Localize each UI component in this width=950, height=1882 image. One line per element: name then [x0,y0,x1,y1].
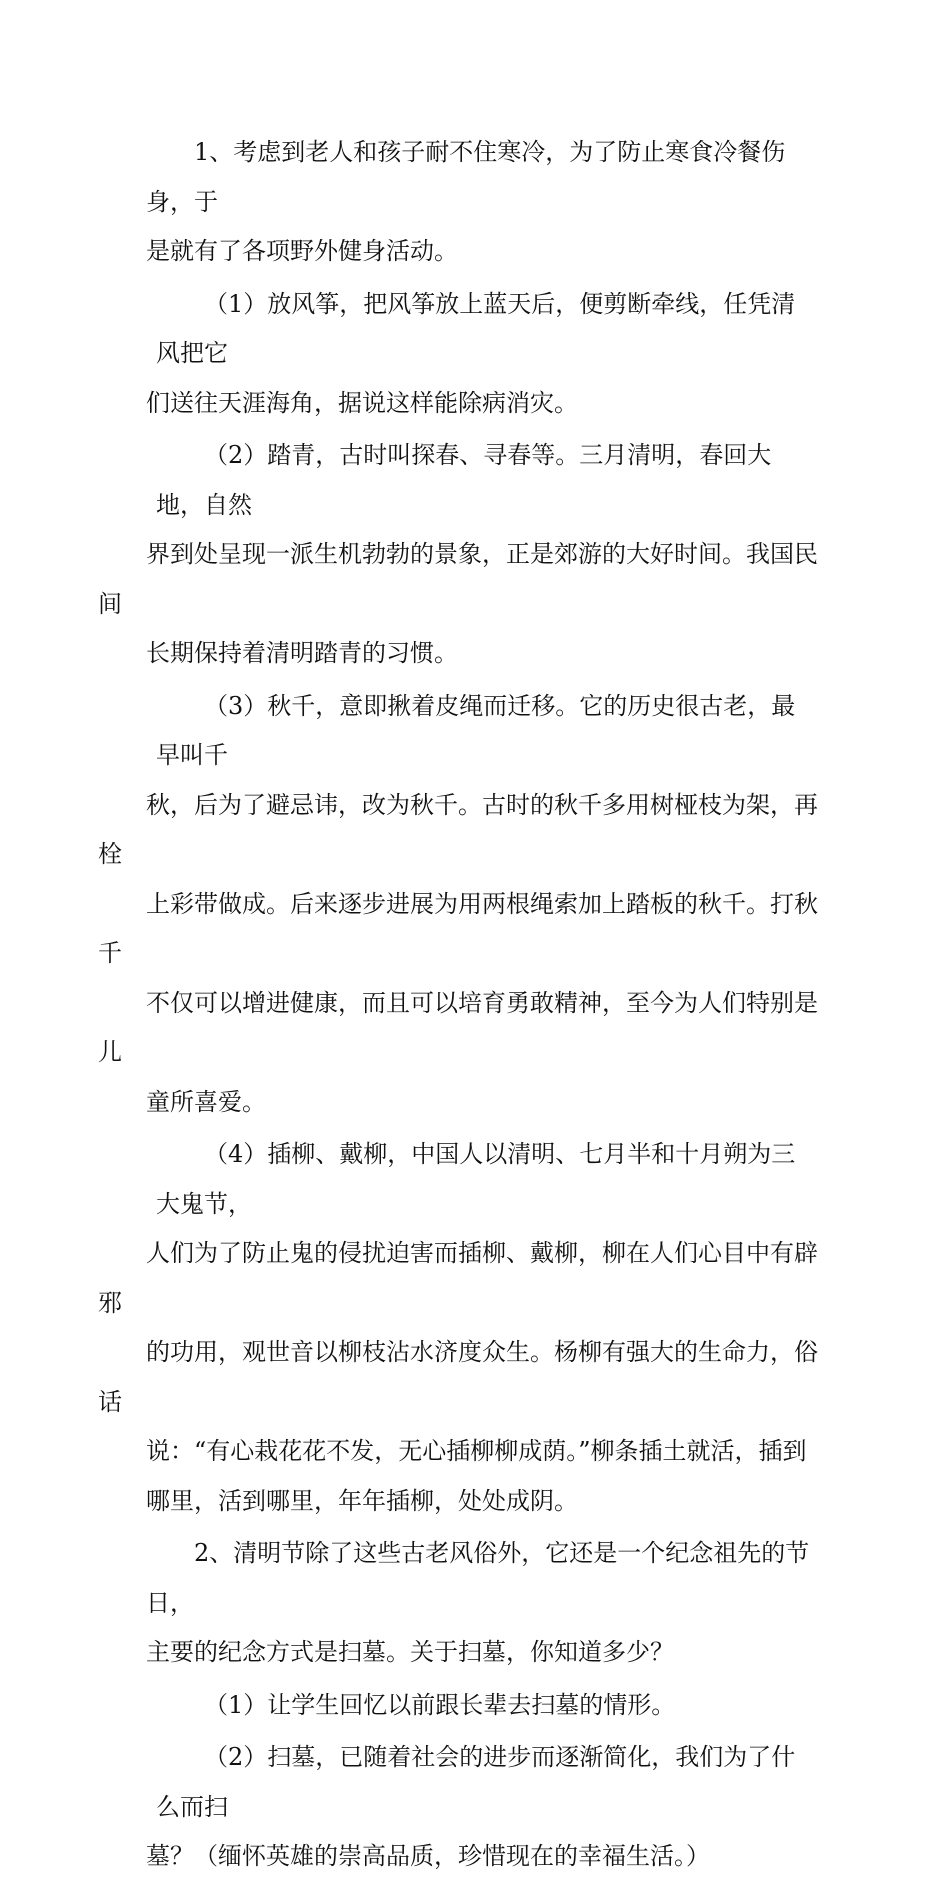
paragraph-8 [146,1733,818,1882]
paragraph-3 [98,431,818,679]
paragraph-4 [98,682,818,1128]
document-body [98,128,818,1882]
paragraph-6 [146,1529,818,1678]
text-line: 人们为了防止鬼的侵扰迫害而插柳、戴柳，柳在人们心目中有辟邪 [98,1239,818,1317]
text-line: 是就有了各项野外健身活动。 [146,237,458,265]
text-line: 秋，后为了避忌讳，改为秋千。古时的秋千多用树桠枝为架，再栓 [98,790,818,868]
text-line: （1）放风筝，把风筝放上蓝天后，便剪断牵线，任凭清风把它 [156,289,796,367]
text-line: 的功用，观世音以柳枝沾水济度众生。杨柳有强大的生命力，俗话 [98,1338,818,1416]
text-line: 不仅可以增进健康，而且可以培育勇敢精神，至今为人们特别是儿 [98,988,818,1066]
text-line: （2）踏青，古时叫探春、寻春等。三月清明，春回大地，自然 [156,441,772,519]
text-line: 界到处呈现一派生机勃勃的景象，正是郊游的大好时间。我国民间 [98,540,818,618]
paragraph-7 [146,1681,818,1731]
text-line: 1、考虑到老人和孩子耐不住寒冷，为了防止寒食冷餐伤身，于 [146,138,786,216]
paragraph-5 [98,1130,818,1526]
text-line: （4）插柳、戴柳，中国人以清明、七月半和十月朔为三大鬼节， [156,1140,796,1218]
text-line: 2、清明节除了这些古老风俗外，它还是一个纪念祖先的节日， [146,1539,810,1617]
paragraph-2 [146,280,818,429]
text-line: 墓？（缅怀英雄的崇高品质，珍惜现在的幸福生活。） [146,1842,710,1870]
text-line: （3）秋千，意即揪着皮绳而迁移。它的历史很古老，最早叫千 [156,691,796,769]
text-line: 童所喜爱。 [146,1087,266,1116]
text-line: 主要的纪念方式是扫墓。关于扫墓，你知道多少？ [146,1638,674,1666]
text-line: 说：“有心栽花花不发，无心插柳柳成荫。”柳条插土就活，插到 [146,1437,807,1465]
text-line: 长期保持着清明踏青的习惯。 [146,639,458,667]
text-line: 哪里，活到哪里，年年插柳，处处成阴。 [146,1486,578,1515]
text-line: （1）让学生回忆以前跟长辈去扫墓的情形。 [204,1690,676,1719]
text-line: 们送往天涯海角，据说这样能除病消灾。 [146,388,578,417]
text-line: 上彩带做成。后来逐步进展为用两根绳索加上踏板的秋千。打秋千 [98,889,818,967]
paragraph-1 [146,128,818,277]
text-line: （2）扫墓，已随着社会的进步而逐渐简化，我们为了什么而扫 [156,1743,796,1821]
